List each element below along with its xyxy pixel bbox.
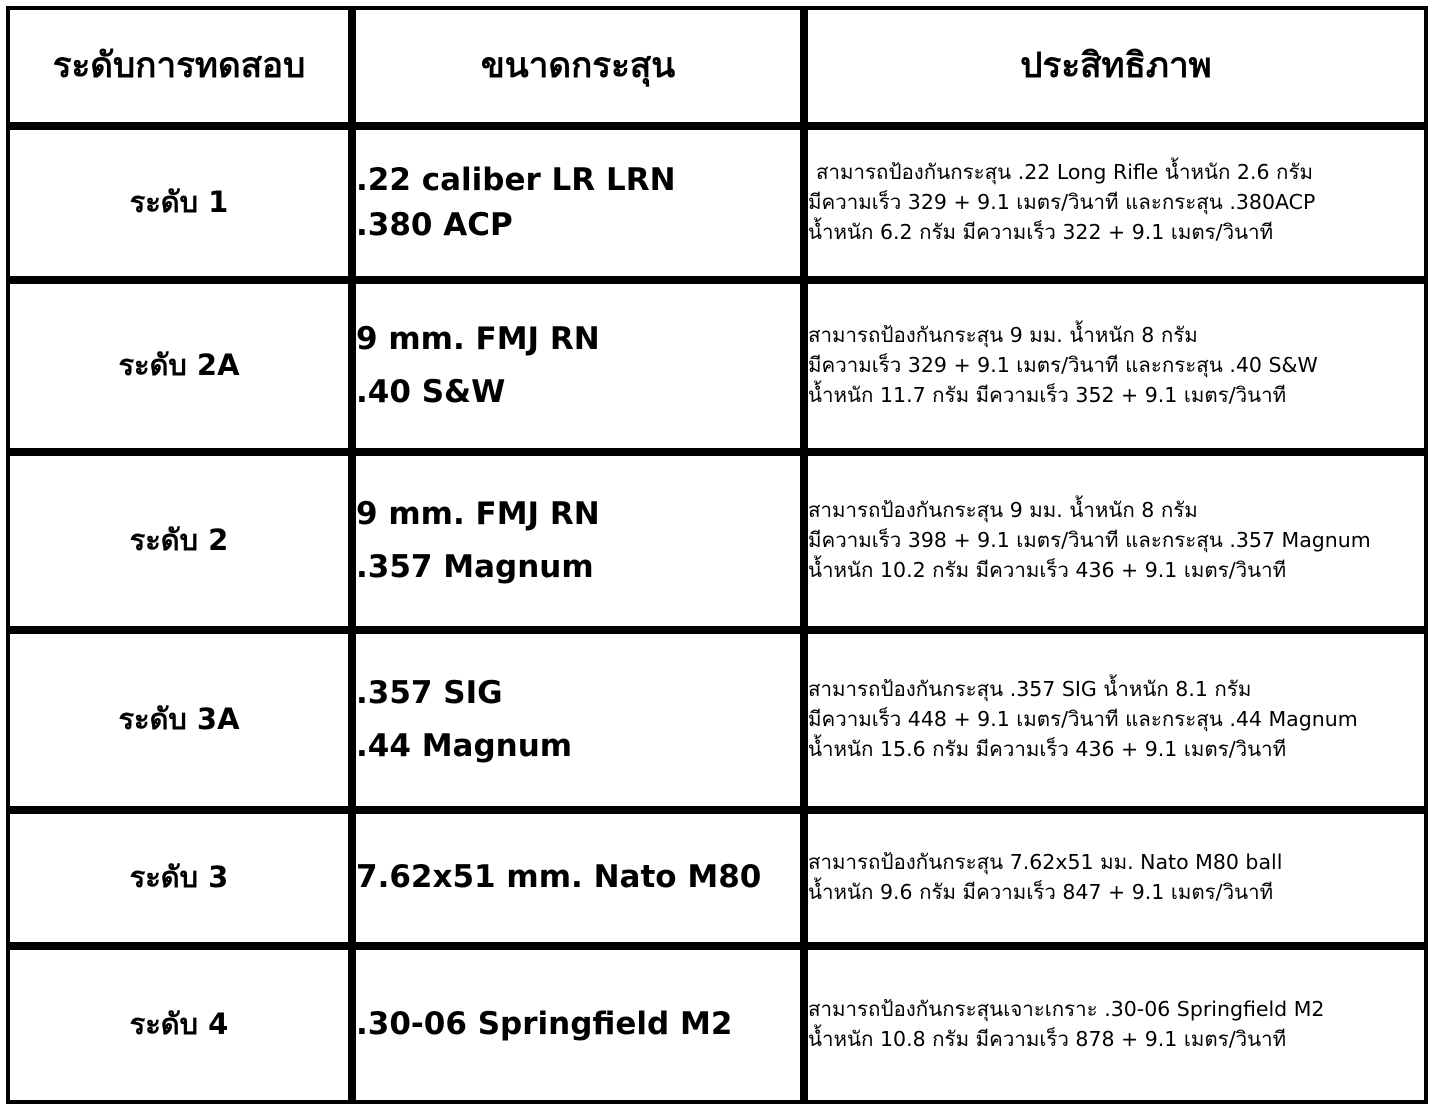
table-header-row xyxy=(6,6,1428,126)
cell-level: ระดับ 2 xyxy=(6,452,352,630)
cell-level: ระดับ 1 xyxy=(6,126,352,280)
table-row xyxy=(6,810,1428,946)
cell-performance xyxy=(804,946,1428,1104)
ammo-line: 7.62x51 mm. Nato M80 xyxy=(356,859,762,896)
ammo-line: .40 S&W xyxy=(356,373,506,410)
performance-line: สามารถป้องกันกระสุนเจาะเกราะ .30-06 Springfield M2 xyxy=(808,997,1325,1022)
ammo-line: .30-06 Springfield M2 xyxy=(356,1006,733,1043)
table-row xyxy=(6,946,1428,1104)
performance-line: สามารถป้องกันกระสุน 7.62x51 มม. Nato M80 ball xyxy=(808,850,1283,875)
ammo-line: 9 mm. FMJ RN xyxy=(356,495,600,532)
column-header-performance: ประสิทธิภาพ xyxy=(804,6,1428,126)
performance-line: สามารถป้องกันกระสุน .357 SIG น้ำหนัก 8.1 กรัม xyxy=(808,677,1252,702)
performance-line: มีความเร็ว 398 + 9.1 เมตร/วินาที และกระสุน .357 Magnum xyxy=(808,528,1371,553)
cell-ammo xyxy=(352,280,804,452)
cell-performance xyxy=(804,280,1428,452)
performance-line: น้ำหนัก 15.6 กรัม มีความเร็ว 436 + 9.1 เมตร/วินาที xyxy=(808,736,1287,761)
performance-line: น้ำหนัก 10.2 กรัม มีความเร็ว 436 + 9.1 เมตร/วินาที xyxy=(808,557,1287,582)
cell-level: ระดับ 4 xyxy=(6,946,352,1104)
cell-ammo xyxy=(352,452,804,630)
ballistic-protection-table xyxy=(6,6,1428,1104)
ammo-line: .22 caliber LR LRN xyxy=(356,161,676,198)
table-row xyxy=(6,630,1428,810)
ammo-line: .380 ACP xyxy=(356,206,513,243)
performance-line: มีความเร็ว 329 + 9.1 เมตร/วินาที และกระสุน .40 S&W xyxy=(808,353,1318,378)
performance-line: น้ำหนัก 10.8 กรัม มีความเร็ว 878 + 9.1 เมตร/วินาที xyxy=(808,1027,1287,1051)
cell-ammo xyxy=(352,946,804,1104)
ammo-line: .357 Magnum xyxy=(356,548,594,585)
performance-line: น้ำหนัก 6.2 กรัม มีความเร็ว 322 + 9.1 เมตร/วินาที xyxy=(808,219,1274,244)
performance-line: สามารถป้องกันกระสุน .22 Long Rifle น้ำหนัก 2.6 กรัม xyxy=(816,160,1313,185)
cell-performance xyxy=(804,810,1428,946)
ammo-line: .44 Magnum xyxy=(356,727,573,764)
ammo-line: .357 SIG xyxy=(356,674,503,711)
table-row xyxy=(6,126,1428,280)
cell-ammo xyxy=(352,810,804,946)
cell-performance xyxy=(804,452,1428,630)
ammo-line: 9 mm. FMJ RN xyxy=(356,320,600,357)
cell-level: ระดับ 3 xyxy=(6,810,352,946)
performance-line: สามารถป้องกันกระสุน 9 มม. น้ำหนัก 8 กรัม xyxy=(808,323,1198,348)
cell-ammo xyxy=(352,630,804,810)
cell-ammo xyxy=(352,126,804,280)
performance-line: มีความเร็ว 329 + 9.1 เมตร/วินาที และกระสุน .380ACP xyxy=(808,190,1316,215)
performance-line: น้ำหนัก 9.6 กรัม มีความเร็ว 847 + 9.1 เมตร/วินาที xyxy=(808,880,1274,904)
table-row xyxy=(6,280,1428,452)
column-header-test-level: ระดับการทดสอบ xyxy=(6,6,352,126)
cell-level: ระดับ 3A xyxy=(6,630,352,810)
cell-performance xyxy=(804,630,1428,810)
cell-level: ระดับ 2A xyxy=(6,280,352,452)
table-row xyxy=(6,452,1428,630)
cell-performance xyxy=(804,126,1428,280)
performance-line: น้ำหนัก 11.7 กรัม มีความเร็ว 352 + 9.1 เมตร/วินาที xyxy=(808,382,1287,407)
performance-line: มีความเร็ว 448 + 9.1 เมตร/วินาที และกระสุน .44 Magnum xyxy=(808,707,1358,732)
column-header-ammo-size: ขนาดกระสุน xyxy=(352,6,804,126)
performance-line: สามารถป้องกันกระสุน 9 มม. น้ำหนัก 8 กรัม xyxy=(808,498,1198,523)
